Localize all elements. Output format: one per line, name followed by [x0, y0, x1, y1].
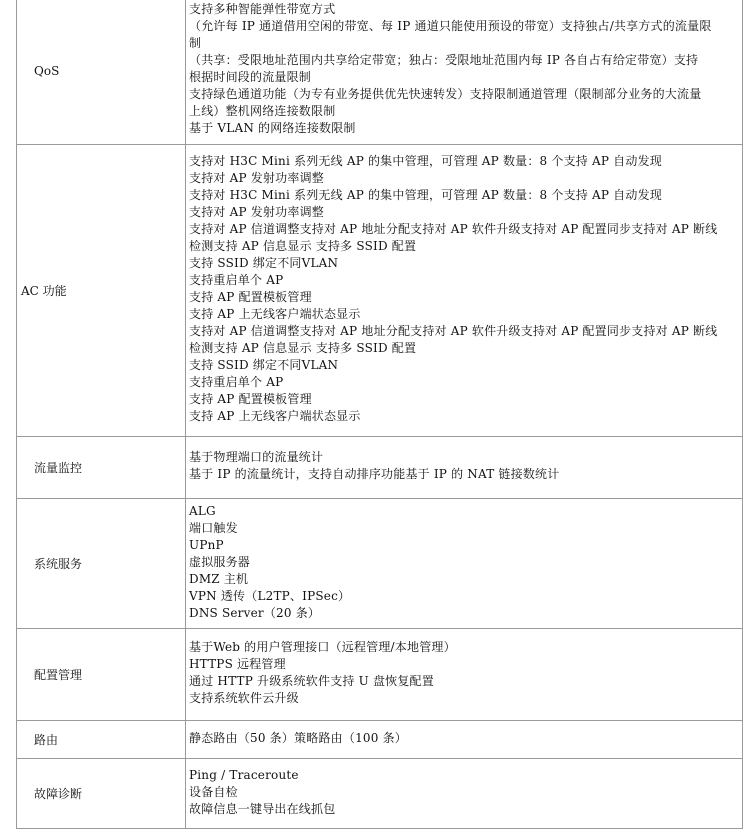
- spec-detail-line: 支持对 AP 发射功率调整: [189, 171, 324, 185]
- spec-detail-line: 支持 AP 配置模板管理: [189, 392, 312, 406]
- spec-detail-line: 基于Web 的用户管理接口（远程管理/本地管理）: [189, 640, 456, 654]
- spec-detail-line: 静态路由（50 条）策略路由（100 条）: [189, 730, 408, 745]
- spec-row: [17, 721, 743, 759]
- spec-detail-line: 支持绿色通道功能（为专有业务提供优先快速转发）支持限制通道管理（限制部分业务的大流量: [189, 87, 702, 101]
- spec-detail-line: 根据时间段的流量限制: [189, 70, 312, 84]
- spec-detail-line: DNS Server（20 条）: [189, 605, 321, 620]
- spec-category-cell: [17, 145, 186, 437]
- spec-detail-line: 支持 AP 上无线客户端状态显示: [189, 409, 361, 423]
- spec-category-cell: [17, 721, 186, 759]
- spec-detail-line: 基于 IP 的流量统计，支持自动排序功能基于 IP 的 NAT 链接数统计: [189, 467, 560, 481]
- spec-detail-cell: [186, 759, 743, 829]
- spec-detail-line: 端口触发: [189, 520, 238, 535]
- spec-category-cell: [17, 759, 186, 829]
- spec-detail-line: 检测支持 AP 信息显示 支持多 SSID 配置: [189, 239, 417, 253]
- spec-detail-line: DMZ 主机: [189, 571, 249, 586]
- spec-detail-line: （共享：受限地址范围内共享给定带宽；独占：受限地址范围内每 IP 各自占有给定带宽）支持: [189, 53, 699, 67]
- spec-detail-line: 故障信息一键导出在线抓包: [189, 801, 336, 816]
- spec-category-cell: [17, 629, 186, 721]
- spec-table-body: [17, 0, 743, 829]
- spec-detail-line: 支持对 AP 信道调整支持对 AP 地址分配支持对 AP 软件升级支持对 AP 配置同步支持对 AP 断线: [189, 324, 718, 338]
- spec-detail-line: HTTPS 远程管理: [189, 657, 286, 671]
- spec-category-cell: [17, 0, 186, 145]
- spec-category-label: 路由: [34, 733, 59, 747]
- spec-category-cell: [17, 437, 186, 499]
- spec-detail-line: VPN 透传（L2TP、IPSec）: [189, 588, 351, 603]
- spec-detail-line: 支持重启单个 AP: [189, 375, 284, 389]
- spec-row: [17, 629, 743, 721]
- spec-detail-line: 支持对 H3C Mini 系列无线 AP 的集中管理，可管理 AP 数量：8 个支持 AP 自动发现: [189, 154, 662, 168]
- spec-detail-cell: [186, 0, 743, 145]
- spec-detail-cell: [186, 721, 743, 759]
- spec-category-label: 系统服务: [34, 557, 83, 571]
- spec-row: [17, 0, 743, 145]
- spec-detail-line: 支持对 AP 信道调整支持对 AP 地址分配支持对 AP 软件升级支持对 AP 配置同步支持对 AP 断线: [189, 222, 718, 236]
- spec-detail-line: （允许每 IP 通道借用空闲的带宽、每 IP 通道只能使用预设的带宽）支持独占/共享方式的流量限: [189, 19, 712, 33]
- spec-detail-line: 支持系统软件云升级: [189, 691, 299, 705]
- spec-detail-line: 通过 HTTP 升级系统软件支持 U 盘恢复配置: [189, 674, 434, 688]
- spec-row: [17, 437, 743, 499]
- spec-category-label: 配置管理: [34, 668, 83, 682]
- spec-detail-line: 支持对 H3C Mini 系列无线 AP 的集中管理，可管理 AP 数量：8 个支持 AP 自动发现: [189, 188, 662, 202]
- spec-category-label: QoS: [34, 63, 60, 78]
- spec-table: [16, 0, 743, 829]
- spec-category-label: AC 功能: [21, 284, 67, 298]
- spec-category-cell: [17, 499, 186, 629]
- spec-detail-line: 支持 SSID 绑定不同VLAN: [189, 256, 339, 270]
- spec-detail-line: UPnP: [189, 537, 224, 552]
- spec-detail-line: ALG: [189, 503, 216, 518]
- spec-detail-line: 基于 VLAN 的网络连接数限制: [189, 121, 356, 135]
- spec-detail-cell: [186, 145, 743, 437]
- spec-detail-line: 支持 AP 上无线客户端状态显示: [189, 307, 361, 321]
- spec-detail-line: 支持 AP 配置模板管理: [189, 290, 312, 304]
- spec-detail-line: 设备自检: [189, 784, 238, 799]
- spec-detail-line: 支持 SSID 绑定不同VLAN: [189, 358, 339, 372]
- spec-detail-line: Ping / Traceroute: [189, 767, 299, 782]
- spec-detail-line: 支持对 AP 发射功率调整: [189, 205, 324, 219]
- spec-detail-cell: [186, 499, 743, 629]
- spec-detail-cell: [186, 437, 743, 499]
- spec-detail-line: 基于物理端口的流量统计: [189, 450, 324, 464]
- spec-category-label: 流量监控: [34, 461, 83, 475]
- spec-row: [17, 145, 743, 437]
- spec-row: [17, 759, 743, 829]
- spec-detail-line: 上线）整机网络连接数限制: [189, 104, 336, 118]
- spec-detail-line: 虚拟服务器: [189, 554, 251, 569]
- spec-row: [17, 499, 743, 629]
- spec-detail-line: 支持多种智能弹性带宽方式: [189, 2, 336, 16]
- spec-detail-line: 检测支持 AP 信息显示 支持多 SSID 配置: [189, 341, 417, 355]
- spec-detail-line: 制: [189, 36, 202, 50]
- spec-detail-cell: [186, 629, 743, 721]
- spec-category-label: 故障诊断: [34, 787, 83, 801]
- spec-detail-line: 支持重启单个 AP: [189, 273, 284, 287]
